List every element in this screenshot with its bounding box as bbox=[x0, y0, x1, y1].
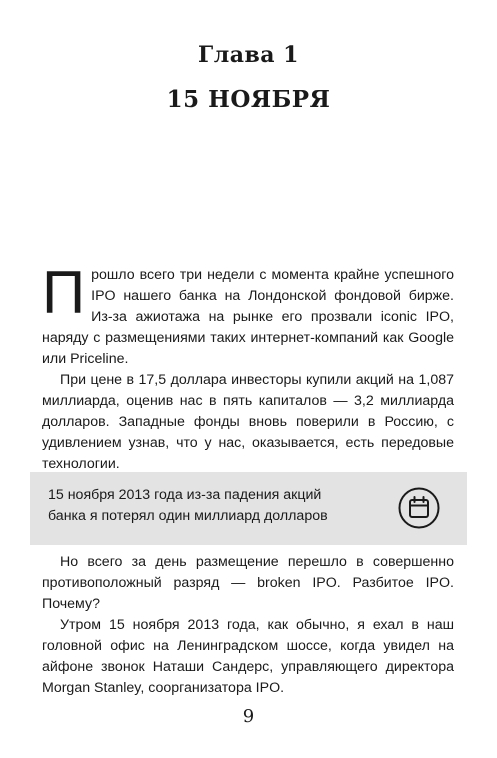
page-number: 9 bbox=[242, 706, 255, 727]
paragraph: Но всего за день размещение перешло в совершенно противоположный разряд — broken IPO. Разбитое IPO. Почему? bbox=[42, 554, 454, 612]
drop-cap: П bbox=[42, 259, 86, 326]
paragraph: При цене в 17,5 доллара инвесторы купили акций на 1,087 миллиарда, оценив нас в пять капиталов — 3,2 миллиарда долларов. Западные фонды вновь поверили в Россию, с удивлением узнав, что у нас, оказывается, есть передовые технологии. bbox=[42, 372, 454, 472]
callout-line: 15 ноября 2013 года из-за падения акций bbox=[48, 487, 322, 503]
paragraph bbox=[42, 259, 454, 370]
chapter-label: Глава 1 bbox=[198, 42, 299, 68]
second-section bbox=[42, 552, 454, 699]
chapter-title: 15 НОЯБРЯ bbox=[166, 86, 331, 113]
paragraph: Утром 15 ноября 2013 года, как обычно, я ехал в наш головной офис на Ленинградском шоссе, когда увидел на айфоне звонок Наташи Сандерс, управляющего директора Morgan Stanley, соорганизатора IPO. bbox=[42, 617, 454, 696]
paragraph-text: рошло всего три недели с момента крайне успешного IPO нашего банка на Лондонской фондовой бирже. Из-за ажиотажа на рынке его прозвали iconic IPO, наряду с размещениями таких интернет-компаний как Google или Priceline. bbox=[42, 267, 454, 367]
callout-text bbox=[48, 485, 378, 527]
opening-section bbox=[42, 259, 454, 475]
callout-line: банка я потерял один миллиард долларов bbox=[48, 508, 328, 524]
callout-box bbox=[30, 472, 467, 545]
calendar-icon bbox=[398, 487, 440, 529]
